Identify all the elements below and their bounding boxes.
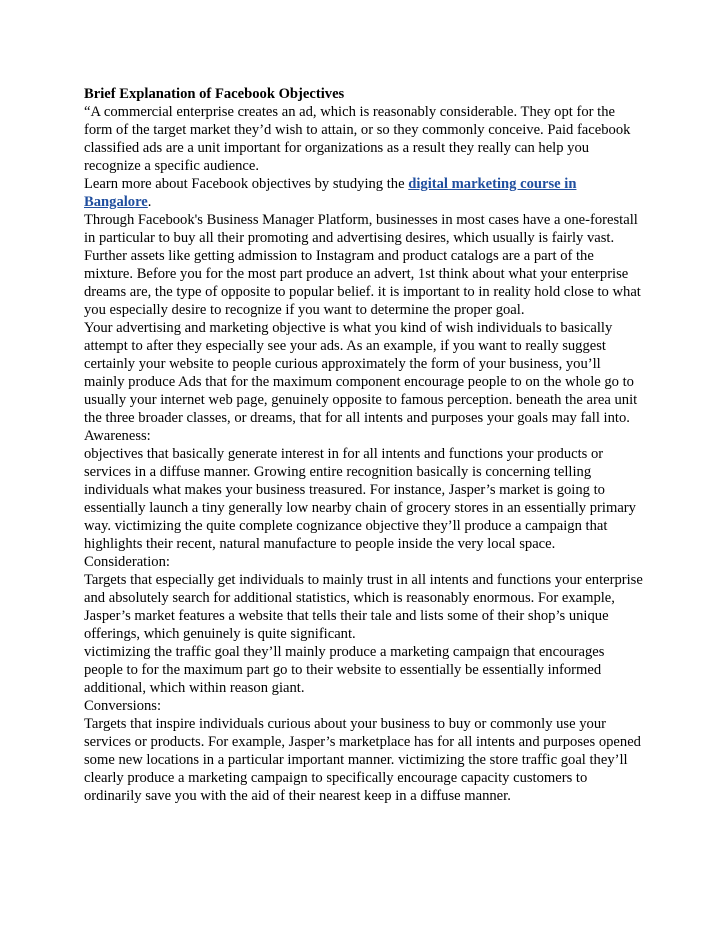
paragraph-traffic: victimizing the traffic goal they’ll mainly produce a marketing campaign that encourages people to for the maximum part go to their website to essentially be essentially informed additional, which within reason giant.: [84, 644, 605, 696]
paragraph-learn-more: [84, 175, 644, 211]
paragraph-intro: “A commercial enterprise creates an ad, which is reasonably considerable. They opt for the form of the target market they’d wish to attain, or so they commonly conceive. Paid facebook classified ads are a unit important for organizations as a result they really can help you recognize a specific audience.: [84, 104, 631, 174]
document-page: [84, 85, 644, 805]
paragraph-awareness: objectives that basically generate interest in for all intents and functions your products or services in a diffuse manner. Growing entire recognition basically is concerning telling individuals what makes your business treasured. For instance, Jasper’s market is going to essentially launch a tiny generally low nearby chain of grocery stores in an essentially primary way. victimizing the quite complete cognizance objective they’ll produce a campaign that highlights their recent, natural manufacture to people inside the very local space.: [84, 446, 636, 552]
heading-awareness: Awareness:: [84, 428, 151, 444]
paragraph-objective: Your advertising and marketing objective is what you kind of wish individuals to basically attempt to after they especially see your ads. As an example, if you want to really suggest certainly your website to people curious approximately the form of your business, you’ll mainly produce Ads that for the maximum component encourage people to on the whole go to usually your internet web page, genuinely opposite to famous perception. beneath the area unit the three broader classes, or dreams, that for all intents and purposes your goals may fall into.: [84, 320, 638, 426]
heading-conversions: Conversions:: [84, 698, 162, 714]
paragraph-business-manager: Through Facebook's Business Manager Platform, businesses in most cases have a one-forestall in particular to buy all their promoting and advertising desires, which usually is fairly vast. Further assets like getting admission to Instagram and product catalogs are a part of the mixture. Before you for the most part produce an advert, 1st think about what your enterprise dreams are, the type of opposite to popular belief. it is important to in reality hold close to what you especially desire to recognize if you want to determine the proper goal.: [84, 212, 641, 318]
learn-more-period: .: [147, 194, 152, 210]
course-link[interactable]: digital marketing course in Bangalore: [84, 176, 577, 210]
learn-more-text: Learn more about Facebook objectives by studying the: [84, 176, 409, 192]
paragraph-consideration: Targets that especially get individuals to mainly trust in all intents and functions your enterprise and absolutely search for additional statistics, which is reasonably enormous. For example, Jasper’s market features a website that tells their tale and lists some of their shop’s unique offerings, which genuinely is quite significant.: [84, 572, 643, 642]
paragraph-conversions: Targets that inspire individuals curious about your business to buy or commonly use your services or products. For example, Jasper’s marketplace has for all intents and purposes opened some new locations in a particular important manner. victimizing the store traffic goal they’ll clearly produce a marketing campaign to specifically encourage capacity customers to ordinarily save you with the aid of their nearest keep in a diffuse manner.: [84, 716, 641, 804]
heading-consideration: Consideration:: [84, 554, 170, 570]
document-title: Brief Explanation of Facebook Objectives: [84, 86, 345, 102]
